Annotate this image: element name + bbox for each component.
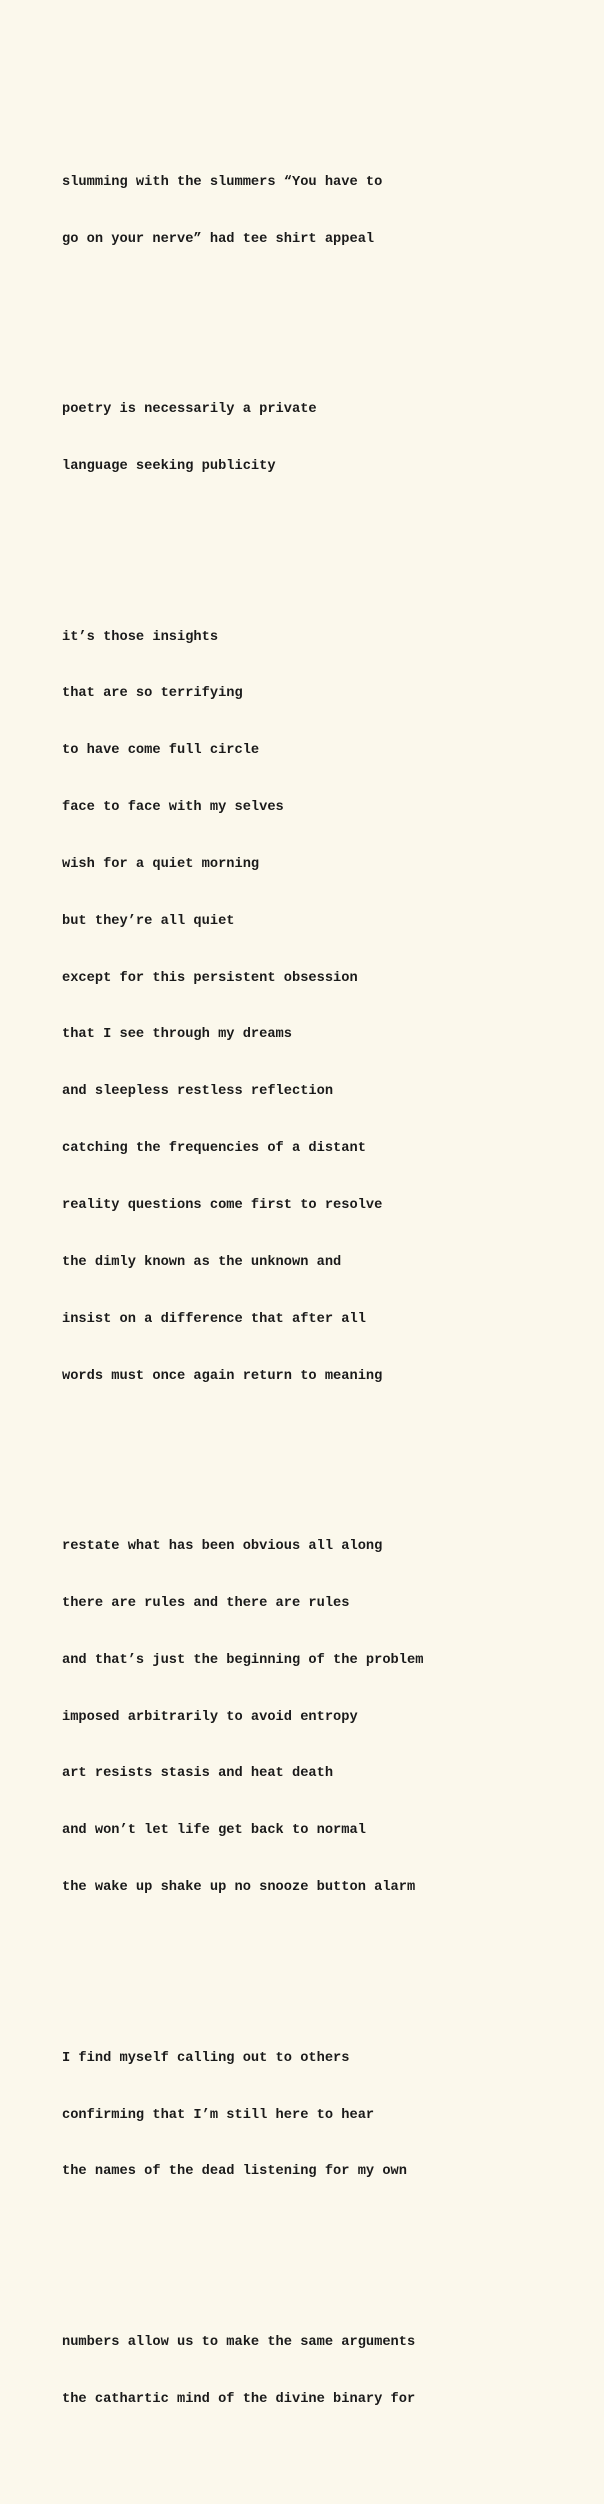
stanza-4	[62, 1500, 602, 1936]
poem-line: words must once again return to meaning	[62, 1368, 383, 1384]
poem-line: slumming with the slummers “You have to	[62, 174, 383, 190]
poem-line: and won’t let life get back to normal	[62, 1823, 366, 1839]
poem-line: poetry is necessarily a private	[62, 402, 317, 418]
poem-line: and sleepless restless reflection	[62, 1084, 334, 1100]
poem-line: reality questions come first to resolve	[62, 1197, 383, 1213]
poem-line: art resists stasis and heat death	[62, 1766, 334, 1782]
poem-line: wish for a quiet morning	[62, 856, 260, 872]
stanza-6	[62, 2296, 602, 2448]
poem-line: to have come full circle	[62, 743, 260, 759]
poem-line: language seeking publicity	[62, 459, 276, 474]
stanza-3	[62, 591, 602, 1425]
poem-line: catching the frequencies of a distant	[62, 1141, 366, 1157]
poem-line: insist on a difference that after all	[62, 1311, 366, 1327]
poem-line: imposed arbitrarily to avoid entropy	[62, 1709, 358, 1725]
poem-line: confirming that I’m still here to hear	[62, 2107, 375, 2123]
poem-line: that I see through my dreams	[62, 1027, 292, 1043]
poem-line: but they’re all quiet	[62, 913, 235, 929]
poem-line: go on your nerve” had tee shirt appeal	[62, 231, 375, 247]
poem-line: I find myself calling out to others	[62, 2050, 350, 2066]
poem-line: that are so terrifying	[62, 686, 243, 702]
poem-line: the names of the dead listening for my own	[62, 2164, 407, 2180]
poem-line: except for this persistent obsession	[62, 970, 358, 986]
poem-line: there are rules and there are rules	[62, 1595, 350, 1611]
poem-line: restate what has been obvious all along	[62, 1539, 383, 1555]
poem-line: it’s those insights	[62, 629, 219, 645]
stanza-1	[62, 136, 602, 288]
stanza-2	[62, 363, 602, 515]
poem-line: the cathartic mind of the divine binary for	[62, 2391, 416, 2407]
poem-line: and that’s just the beginning of the problem	[62, 1652, 424, 1668]
poem-line: numbers allow us to make the same arguments	[62, 2334, 416, 2350]
poem-text	[62, 79, 602, 2504]
poem-line: the wake up shake up no snooze button alarm	[62, 1880, 416, 1896]
stanza-5	[62, 2012, 602, 2220]
poem-line: face to face with my selves	[62, 800, 284, 816]
poem-line: the dimly known as the unknown and	[62, 1254, 342, 1270]
